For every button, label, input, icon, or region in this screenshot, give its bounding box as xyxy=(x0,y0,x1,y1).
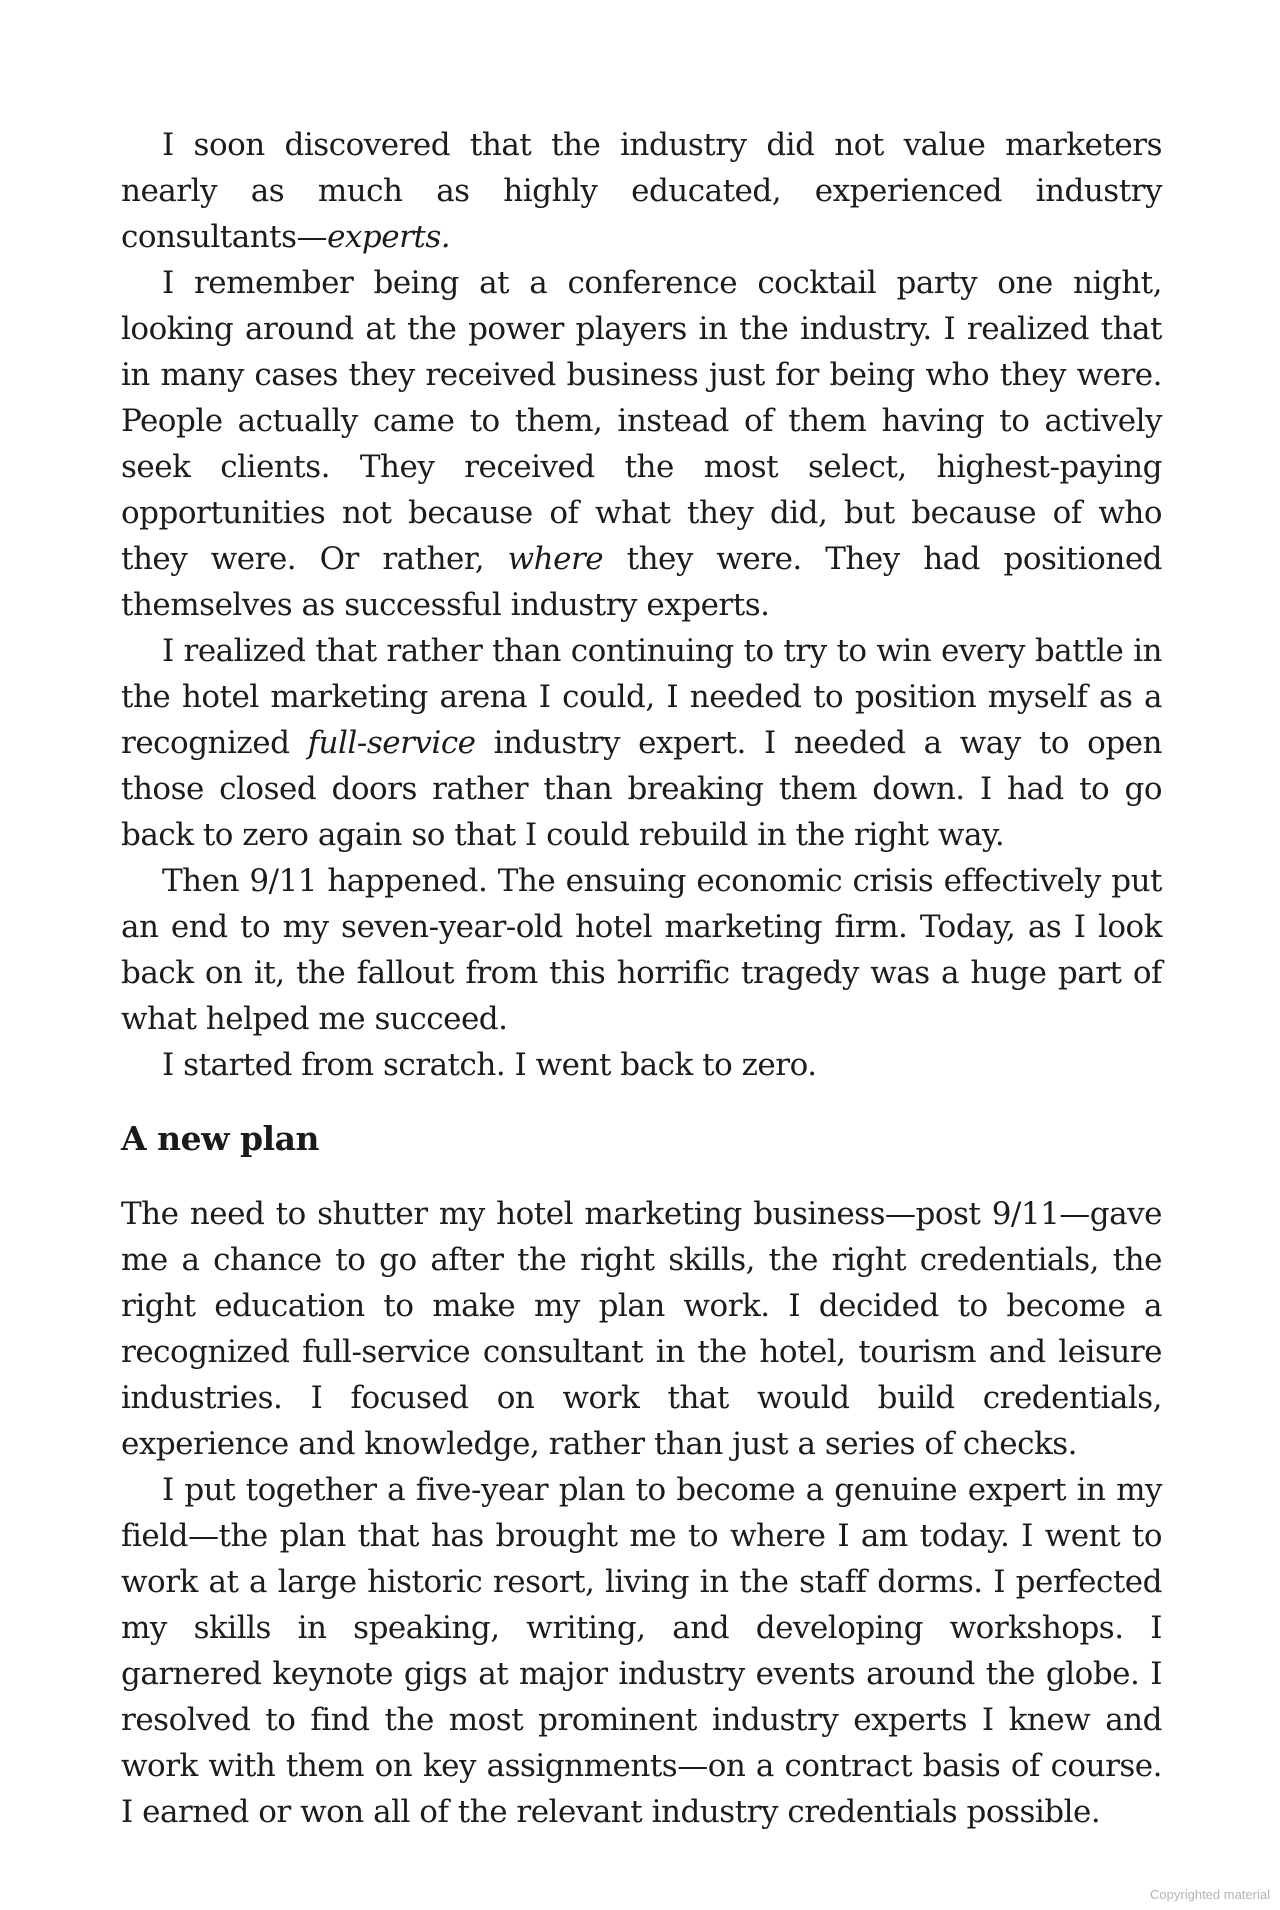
italic-text: experts. xyxy=(327,219,451,255)
italic-text: where xyxy=(507,541,604,577)
book-page xyxy=(121,122,1162,1835)
body-text-after xyxy=(121,1191,1162,1835)
text-run: I soon discovered that the industry did not value marketers nearly as much as highly educated, experienced industry consultants— xyxy=(121,127,1162,255)
paragraph xyxy=(121,1191,1162,1467)
paragraph xyxy=(121,260,1162,628)
text-run: I remember being at a conference cocktail party one night, looking around at the power players in the industry. I realized that in many cases they received business just for being who they were. People actually came to them, instead of them having to actively seek clients. They received the most select, highest-paying opportunities not because of what they did, but because of who they were. Or rather, xyxy=(121,265,1162,577)
paragraph xyxy=(121,1467,1162,1835)
text-run: I started from scratch. I went back to zero. xyxy=(162,1047,817,1083)
text-run: I realized that rather than continuing to try to win every battle in the hotel marketing arena I could, I needed to position myself as a recognized xyxy=(121,633,1162,761)
copyright-watermark: Copyrighted material xyxy=(1150,1887,1270,1902)
section-heading: A new plan xyxy=(121,1119,319,1158)
paragraph xyxy=(121,628,1162,858)
text-run: I put together a five-year plan to become a genuine expert in my field—the plan that has brought me to where I am today. I went to work at a large historic resort, living in the staff dorms. I perfected my skills in speaking, writing, and developing workshops. I garnered keynote gigs at major industry events around the globe. I resolved to find the most prominent industry experts I knew and work with them on key assignments—on a contract basis of course. I earned or won all of the relevant industry credentials possible. xyxy=(121,1472,1162,1830)
text-run: they were. They had positioned themselves as successful industry experts. xyxy=(121,541,1163,623)
text-run: industry expert. I needed a way to open those closed doors rather than breaking them down. I had to go back to zero again so that I could rebuild in the right way. xyxy=(121,725,1162,853)
paragraph xyxy=(121,858,1162,1042)
body-text-before xyxy=(121,122,1162,1088)
italic-text: full-service xyxy=(307,725,476,761)
text-run: The need to shutter my hotel marketing business—post 9/11—gave me a chance to go after the right skills, the right credentials, the right education to make my plan work. I decided to become a recognized full-service consultant in the hotel, tourism and leisure industries. I focused on work that would build credentials, experience and knowledge, rather than just a series of checks. xyxy=(121,1196,1162,1462)
paragraph xyxy=(121,122,1162,260)
paragraph xyxy=(121,1042,1162,1088)
text-run: Then 9/11 happened. The ensuing economic crisis effectively put an end to my seven-year-old hotel marketing firm. Today, as I look back on it, the fallout from this horrific tragedy was a huge part of what helped me succeed. xyxy=(121,863,1162,1037)
